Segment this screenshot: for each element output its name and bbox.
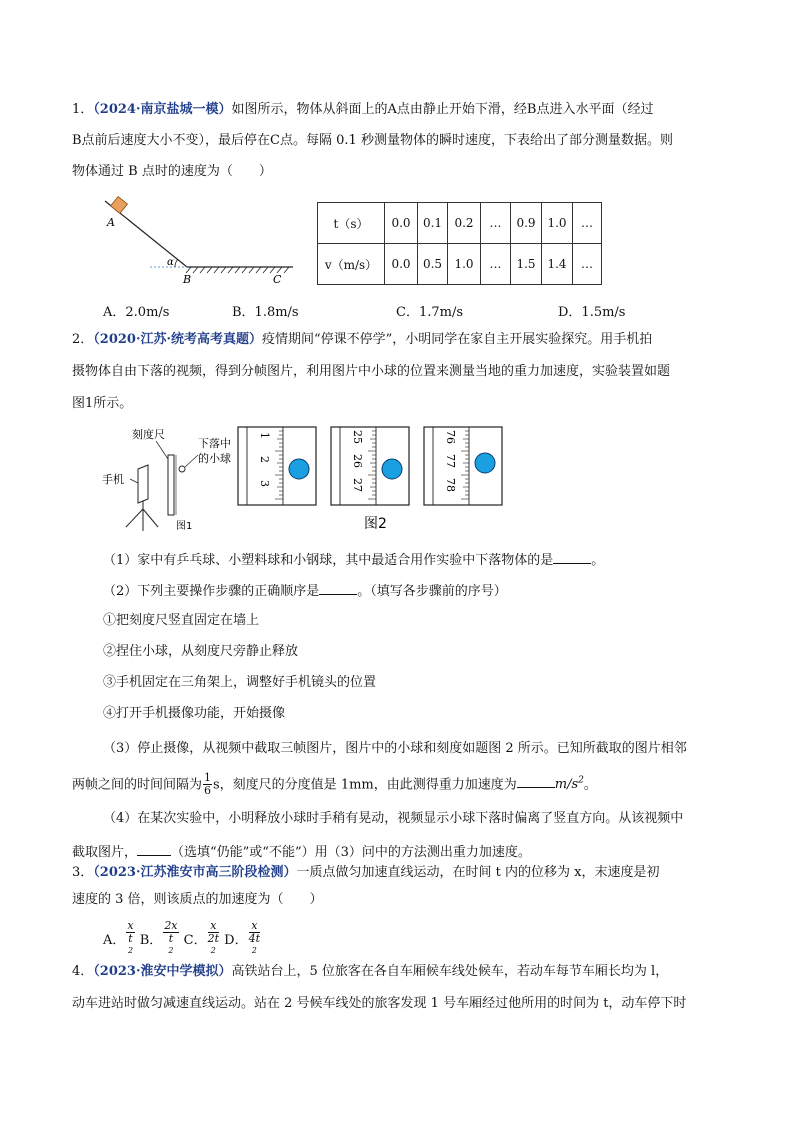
- unit-exponent: 2: [578, 776, 584, 786]
- frame-2-tick-2: 26: [351, 454, 364, 468]
- frame-1-tick-2: 2: [258, 456, 271, 463]
- table-cell: 1.0: [448, 244, 481, 285]
- answer-blank-3[interactable]: [517, 775, 555, 788]
- table-row-v: [318, 244, 602, 285]
- table-cell: 1.4: [542, 244, 573, 285]
- ball-frame-3: [475, 453, 495, 473]
- table-cell: 0.9: [511, 203, 542, 244]
- q1-line2: B点前后速度大小不变），最后停在C点。每隔 0.1 秒测量物体的瞬时速度，下表给出了部分测量数据。则: [72, 133, 673, 148]
- q2-sub3-end: 。: [583, 777, 597, 793]
- option-exponent: 2: [168, 946, 174, 955]
- q2-sub3-line1: （3）停止摄像，从视频中截取三帧图片，图片中的小球和刻度如题图 2 所示。已知所截取的图片相邻: [103, 741, 687, 756]
- table-header-t: t（s）: [318, 203, 385, 244]
- q4-text-1: 高铁站台上，5 位旅客在各自车厢候车线处候车，若动车每节车厢长均为 l，: [231, 964, 669, 979]
- answer-blank-2[interactable]: [319, 582, 357, 595]
- table-cell: 0.0: [385, 203, 418, 244]
- fraction-one-sixth: [203, 772, 212, 797]
- ball-label-1: 下落中: [198, 437, 231, 450]
- q3-options: [103, 920, 261, 961]
- q2-number: 2．: [72, 332, 94, 347]
- ruler-label: 刻度尺: [132, 428, 165, 441]
- q3-option-d[interactable]: [224, 919, 261, 955]
- option-label: B．: [139, 932, 163, 948]
- answer-blank-4[interactable]: [137, 843, 171, 856]
- option-exponent: 2: [251, 946, 257, 955]
- fraction-denominator: 6: [204, 784, 212, 798]
- unit-text: m/s: [554, 777, 579, 793]
- option-numerator: x: [127, 919, 134, 932]
- q2-line3: 图1所示。: [72, 396, 133, 411]
- block: [111, 197, 128, 214]
- frame-2: [331, 427, 409, 505]
- q4-line1: [72, 964, 668, 980]
- q2-line1: [72, 332, 652, 348]
- q2-sub3-text: 两帧之间的时间间隔为: [72, 777, 203, 793]
- option-label: C．: [183, 932, 207, 948]
- table-cell: 0.5: [418, 244, 448, 285]
- frame-1-tick-3: 3: [258, 480, 271, 487]
- q1-line3: 物体通过 B 点时的速度为（ ）: [72, 164, 272, 179]
- q2-source: （2020·江苏·统考高考真题）: [93, 332, 263, 347]
- ball-frame-2: [382, 459, 402, 479]
- frame-2-tick-3: 27: [351, 478, 364, 492]
- frame-2-tick-1: 25: [351, 430, 364, 444]
- label-C: C: [273, 273, 282, 286]
- q2-sub4-text: 截取图片，: [72, 845, 138, 860]
- table-cell: …: [481, 244, 511, 285]
- table-cell: 0.0: [385, 244, 418, 285]
- q1-text-1: 如图所示，物体从斜面上的A点由静止开始下滑，经B点进入水平面（经过: [231, 102, 654, 117]
- q2-sub2-end: 。（填写各步骤前的序号）: [357, 584, 507, 599]
- q1-option-b[interactable]: B．1.8m/s: [232, 305, 299, 320]
- frame-1: [238, 427, 316, 505]
- small-ball: [179, 466, 185, 472]
- q3-text-1: 一质点做匀加速直线运动，在时间 t 内的位移为 x，末速度是初: [296, 865, 660, 880]
- label-A: A: [107, 216, 115, 229]
- q1-option-a[interactable]: A．2.0m/s: [103, 305, 170, 320]
- ruler: [168, 455, 174, 515]
- table-row-t: [318, 203, 602, 244]
- q2-sub2: [103, 582, 507, 600]
- incline-figure: [95, 193, 305, 288]
- option-denominator: t: [128, 932, 133, 945]
- table-cell: 1.5: [511, 244, 542, 285]
- q1-option-d[interactable]: D．1.5m/s: [558, 305, 626, 320]
- option-label: D．: [224, 932, 248, 948]
- q2-sub4-line1: （4）在某次实验中，小明释放小球时手稍有晃动，视频显示小球下落时偏离了竖直方向。从该视频中: [103, 811, 684, 826]
- ball-frame-1: [289, 459, 309, 479]
- q2-sub1-text: （1）家中有乒乓球、小塑料球和小钢球，其中最适合用作实验中下落物体的是: [103, 553, 554, 568]
- fig1-caption: 图1: [176, 521, 193, 532]
- q2-sub3-line2: [72, 768, 597, 798]
- step-1: ①把刻度尺竖直固定在墙上: [103, 613, 260, 628]
- q2-line2: 摄物体自由下落的视频，得到分帧图片，利用图片中小球的位置来测量当地的重力加速度，实验装置如题: [72, 364, 671, 379]
- q4-source: （2023·淮安中学模拟）: [93, 964, 232, 979]
- label-alpha: α: [167, 257, 174, 268]
- q2-sub1-end: 。: [591, 553, 605, 568]
- q4-number: 4．: [72, 964, 94, 979]
- option-denominator: 4t: [248, 932, 261, 945]
- fig2-caption: 图2: [364, 516, 387, 532]
- table-cell: …: [481, 203, 511, 244]
- label-B: B: [183, 273, 192, 286]
- q3-option-c[interactable]: [183, 919, 220, 955]
- table-cell: 0.2: [448, 203, 481, 244]
- step-2: ②捏住小球，从刻度尺旁静止释放: [103, 644, 299, 659]
- frame-3: [424, 427, 502, 505]
- step-4: ④打开手机摄像功能，开始摄像: [103, 706, 286, 721]
- option-numerator: 2x: [164, 919, 178, 932]
- frame-1-tick-1: 1: [258, 432, 271, 439]
- frame-3-tick-3: 78: [444, 478, 457, 492]
- q3-option-a[interactable]: [103, 919, 136, 955]
- frame-3-tick-2: 77: [444, 454, 457, 468]
- option-denominator: t: [168, 932, 174, 945]
- q1-option-c[interactable]: C．1.7m/s: [396, 305, 463, 320]
- apparatus-figure: [100, 425, 235, 533]
- option-numerator: x: [249, 920, 260, 933]
- step-3: ③手机固定在三角架上，调整好手机镜头的位置: [103, 675, 377, 690]
- q3-number: 3．: [72, 865, 94, 880]
- q1-source: （2024·南京盐城一模）: [93, 102, 232, 117]
- q2-sub3-mid: s，刻度尺的分度值是 1mm，由此测得重力加速度为: [213, 777, 517, 793]
- q2-sub4-line2: [72, 843, 531, 861]
- q4-line2: 动车进站时做匀减速直线运动。站在 2 号候车线处的旅客发现 1 号车厢经过他所用的时间为 t，动车停下时: [72, 996, 687, 1011]
- option-label: A．: [103, 932, 126, 948]
- q2-sub4-end: （选填“仍能”或“不能”）用（3）问中的方法测出重力加速度。: [171, 845, 531, 860]
- q1-data-table: [317, 202, 602, 285]
- table-cell: …: [573, 203, 602, 244]
- table-cell: …: [573, 244, 602, 285]
- q1-line1: [72, 102, 653, 118]
- q3-line1: [72, 865, 659, 881]
- q2-sub2-text: （2）下列主要操作步骤的正确顺序是: [103, 584, 320, 599]
- phone-label: 手机: [102, 473, 124, 486]
- q1-number: 1．: [72, 102, 94, 117]
- option-numerator: x: [208, 920, 219, 933]
- option-exponent: 2: [127, 946, 134, 955]
- frame-3-tick-1: 76: [444, 430, 457, 444]
- q3-source: （2023·江苏淮安市高三阶段检测）: [93, 865, 297, 880]
- frames-figure: [236, 425, 506, 535]
- option-denominator: 2t: [207, 932, 220, 945]
- table-cell: 1.0: [542, 203, 573, 244]
- ball-label-2: 的小球: [198, 452, 231, 465]
- option-exponent: 2: [210, 946, 216, 955]
- table-header-v: v（m/s）: [318, 244, 385, 285]
- fraction-numerator: 1: [204, 771, 212, 785]
- q3-option-b[interactable]: [139, 919, 180, 955]
- q3-line2: 速度的 3 倍，则该质点的加速度为（ ）: [72, 892, 323, 907]
- phone: [138, 465, 148, 503]
- answer-blank-1[interactable]: [553, 551, 591, 564]
- table-cell: 0.1: [418, 203, 448, 244]
- q2-sub1: [103, 551, 604, 569]
- q2-text-1: 疫情期间“停课不停学”，小明同学在家自主开展实验探究。用手机拍: [262, 332, 653, 347]
- unit: [555, 777, 584, 792]
